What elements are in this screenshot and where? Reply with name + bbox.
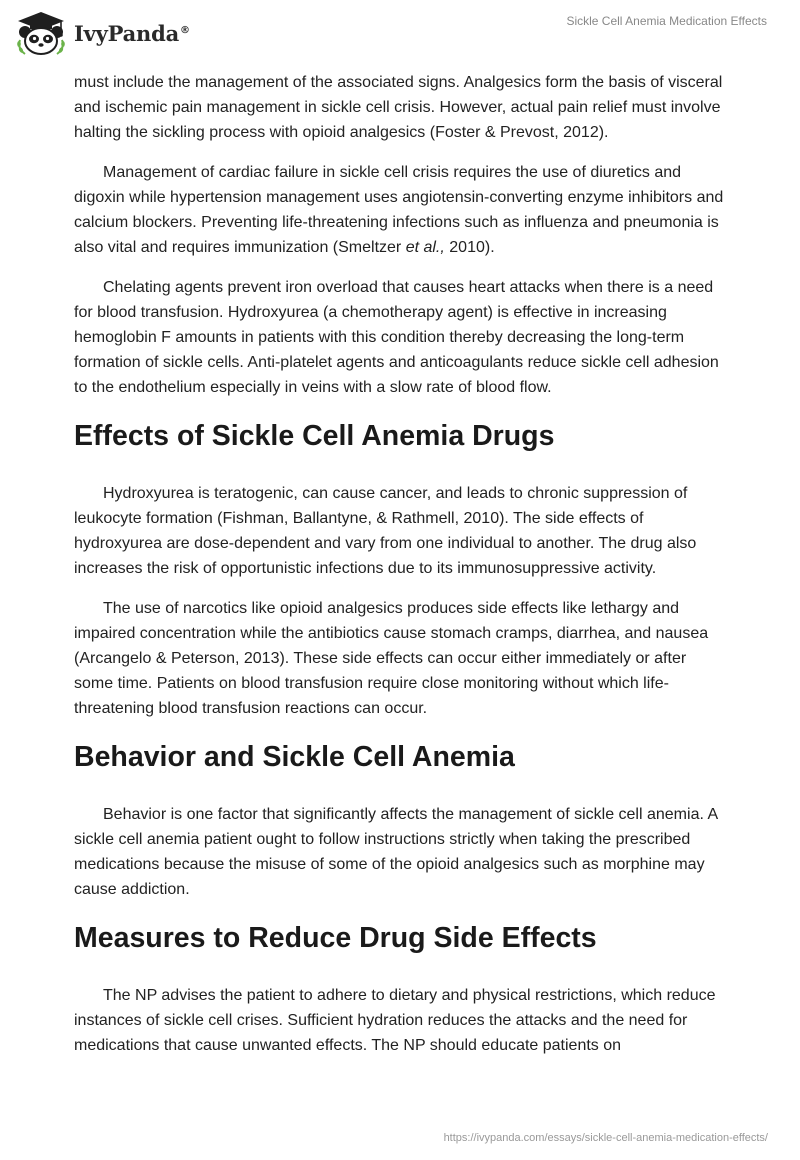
paragraph-measures: The NP advises the patient to adhere to dietary and physical restrictions, which reduce instances of sickle cell crises. Sufficient hydration reduces the attacks and the need for medications that cause unwanted effects. The NP should educate patients on — [74, 987, 716, 1054]
heading-behavior: Behavior and Sickle Cell Anemia — [74, 741, 515, 773]
paragraph-narcotics: The use of narcotics like opioid analgesics produces side effects like lethargy and impaired concentration while the antibiotics cause stomach cramps, diarrhea, and nausea (Arcangelo & Peterson, 2013). These side effects can occur either immediately or after some time. Patients on blood transfusion require close monitoring without which life-threatening blood transfusion reactions can occur. — [74, 600, 709, 717]
brand-logo[interactable] — [14, 10, 190, 56]
heading-measures: Measures to Reduce Drug Side Effects — [74, 922, 597, 954]
paragraph-cardiac-failure — [74, 160, 728, 260]
heading-effects-of-drugs: Effects of Sickle Cell Anemia Drugs — [74, 420, 555, 452]
page-header — [0, 0, 800, 66]
registered-mark: ® — [180, 24, 190, 36]
paragraph-chelating-agents: Chelating agents prevent iron overload that causes heart attacks when there is a need for blood transfusion. Hydroxyurea (a chemotherapy agent) is effective in increasing hemoglobin F amounts in patients with this condition thereby decreasing the long-term formation of sickle cells. Anti-platelet agents and anticoagulants reduce sickle cell adhesion to the endothelium especially in veins with a slow rate of blood flow. — [74, 279, 719, 396]
citation-italic: et al., — [405, 239, 445, 256]
paragraph-text: 2010). — [444, 239, 495, 256]
paragraph-analgesics: must include the management of the associated signs. Analgesics form the basis of visceral and ischemic pain management in sickle cell crisis. However, actual pain relief must involve halting the sickling process with opioid analgesics (Foster & Prevost, 2012). — [74, 74, 723, 141]
paragraph-behavior: Behavior is one factor that significantly affects the management of sickle cell anemia. A sickle cell anemia patient ought to follow instructions strictly when taking the prescribed medications because the misuse of some of the opioid analgesics such as morphine may cause addiction. — [74, 806, 718, 898]
article-body — [74, 70, 728, 1073]
panda-graduate-icon — [14, 10, 68, 56]
paragraph-hydroxyurea: Hydroxyurea is teratogenic, can cause cancer, and leads to chronic suppression of leukocyte formation (Fishman, Ballantyne, & Rathmell, 2010). The side effects of hydroxyurea are dose-dependent and vary from one individual to another. The drug also increases the risk of opportunistic infections due to its immunosuppressive activity. — [74, 485, 697, 577]
source-url[interactable]: https://ivypanda.com/essays/sickle-cell-anemia-medication-effects/ — [443, 1132, 768, 1144]
paragraph-text: Management of cardiac failure in sickle cell crisis requires the use of diuretics and digoxin while hypertension management uses angiotensin-converting enzyme inhibitors and calcium blockers. Preventing life-threatening infections such as influenza and pneumonia is also vital and requires immunization (Smeltzer — [74, 164, 724, 256]
document-title: Sickle Cell Anemia Medication Effects — [566, 14, 767, 28]
brand-name: IvyPanda® — [74, 20, 190, 46]
